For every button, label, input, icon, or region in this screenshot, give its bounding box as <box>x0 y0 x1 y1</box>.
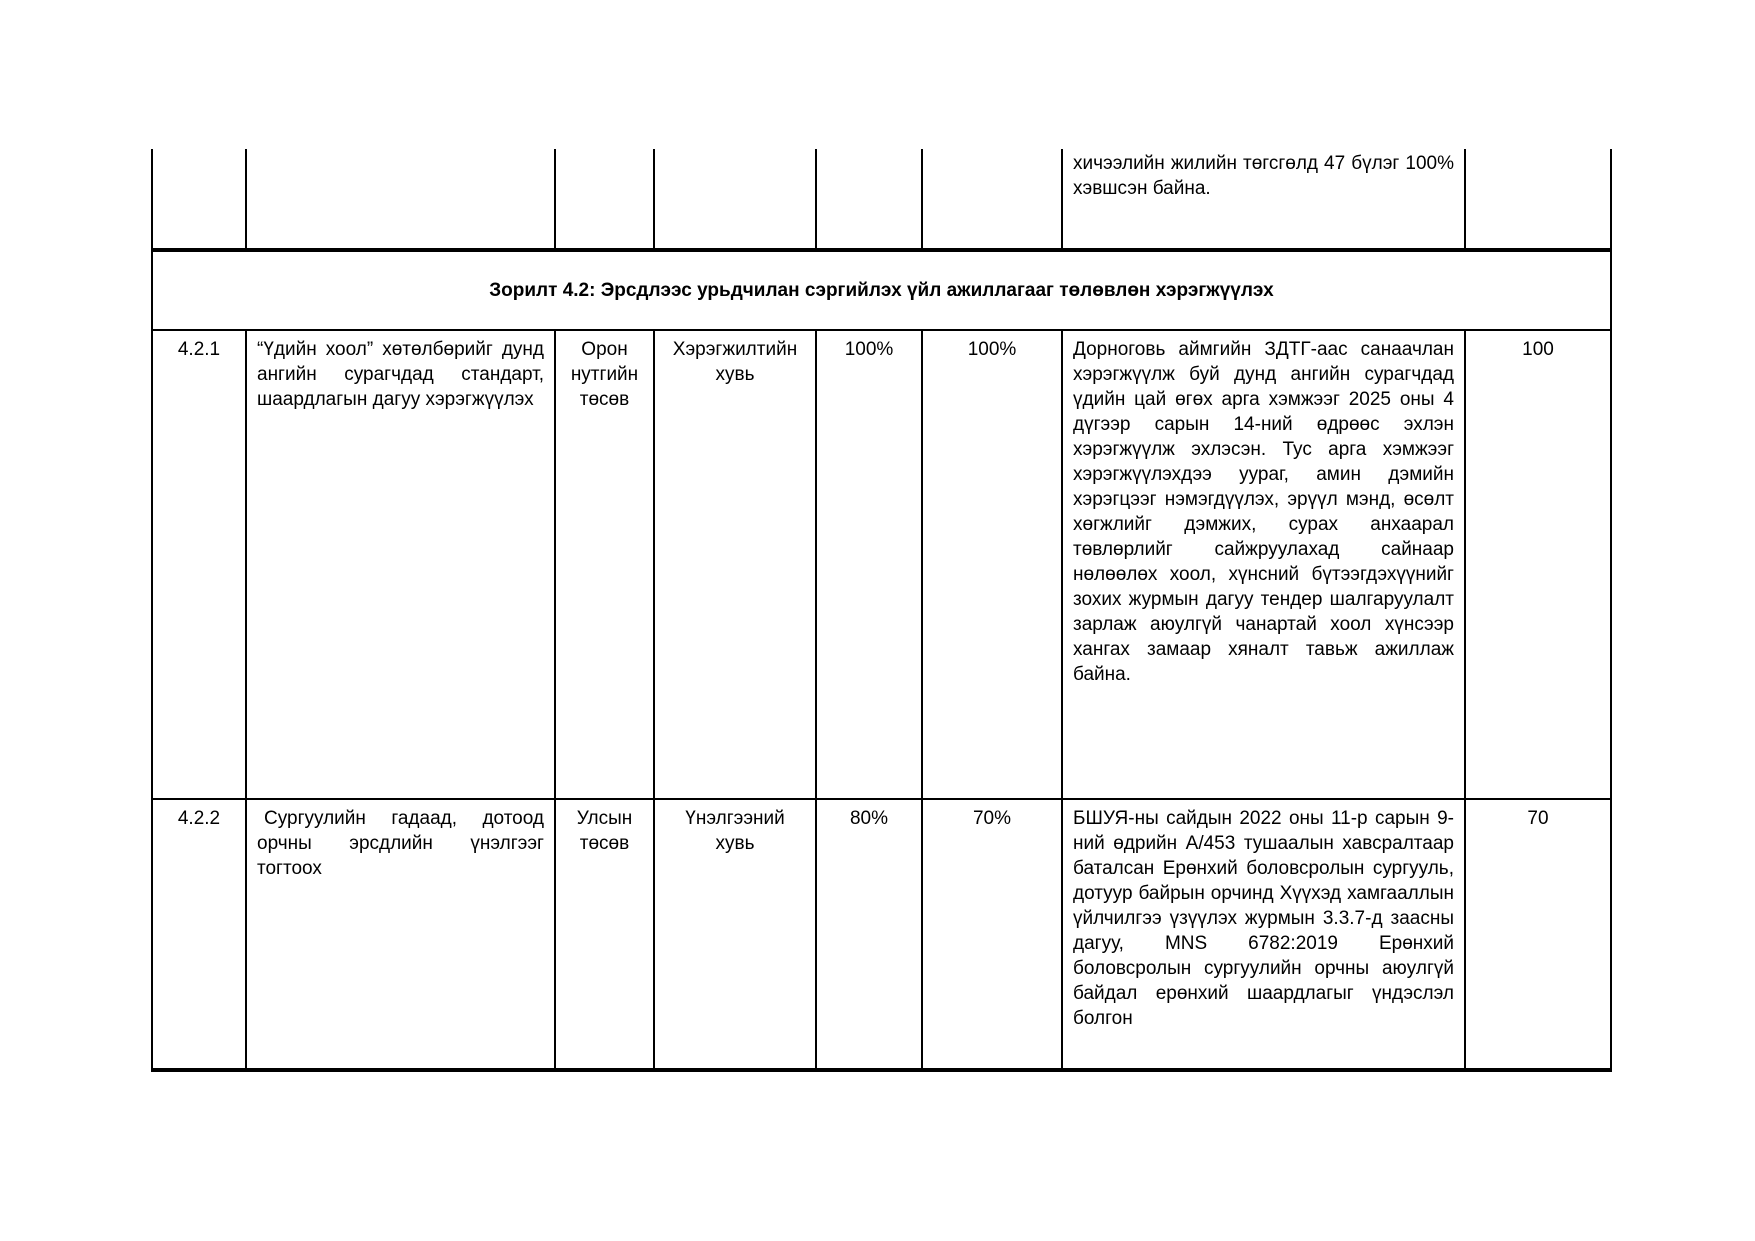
table-row <box>152 330 1611 799</box>
cell-actual-empty <box>922 149 1062 250</box>
cell-actual-percent: 70% <box>922 799 1062 1070</box>
cell-score: 70 <box>1465 799 1611 1070</box>
cell-budget-empty <box>555 149 654 250</box>
cell-target-percent: 100% <box>816 330 922 799</box>
cell-id: 4.2.1 <box>152 330 246 799</box>
cell-result-continuation: хичээлийн жилийн төгсгөлд 47 бүлэг 100% хэвшсэн байна. <box>1062 149 1465 250</box>
cell-activity: Сургуулийн гадаад, дотоод орчны эрсдлийн үнэлгээг тогтоох <box>246 799 555 1070</box>
cell-implementation-detail: Дорноговь аймгийн ЗДТГ-аас санаачлан хэрэгжүүлж буй дунд ангийн сурагчдад үдийн цай өгөх арга хэмжээг 2025 оны 4 дүгээр сарын 14-ний өдрөөс эхлэн хэрэгжүүлж эхлэсэн. Тус арга хэмжээг хэрэгжүүлэхдээ уураг, амин дэмийн хэрэгцээг нэмэгдүүлэх, эрүүл мэнд, өсөлт хөгжлийг дэмжих, сурах анхаарал төвлөрлийг сайжруулахад сайнаар нөлөөлөх хоол, хүнсний бүтээгдэхүүнийг зохих журмын дагуу тендер шалгаруулалт зарлаж аюулгүй чанартай хоол хүнсээр хангах замаар хяналт тавьж ажиллаж байна. <box>1062 330 1465 799</box>
cell-budget-source: Орон нутгийн төсөв <box>555 330 654 799</box>
cell-activity-empty <box>246 149 555 250</box>
cell-id: 4.2.2 <box>152 799 246 1070</box>
cell-implementation-detail: БШУЯ-ны сайдын 2022 оны 11-р сарын 9-ний өдрийн А/453 тушаалын хавсралтаар баталсан Ерөнхий боловсролын сургууль, дотуур байрын орчинд Хүүхэд хамгааллын үйлчилгээ үзүүлэх журмын 3.3.7-д заасны дагуу, MNS 6782:2019 Ерөнхий боловсролын сургуулийн орчны аюулгүй байдал ерөнхий шаардлагыг үндэслэл болгон <box>1062 799 1465 1070</box>
cell-actual-percent: 100% <box>922 330 1062 799</box>
performance-report-table <box>151 149 1612 1072</box>
cell-id-empty <box>152 149 246 250</box>
cell-indicator: Үнэлгээний хувь <box>654 799 816 1070</box>
table-row-continuation <box>152 149 1611 250</box>
cell-target-percent: 80% <box>816 799 922 1070</box>
cell-budget-source: Улсын төсөв <box>555 799 654 1070</box>
table-row-section-header <box>152 250 1611 330</box>
section-header-title: Зорилт 4.2: Эрсдлээс урьдчилан сэргийлэх үйл ажиллагааг төлөвлөн хэрэгжүүлэх <box>152 250 1611 330</box>
cell-score-empty <box>1465 149 1611 250</box>
cell-indicator: Хэрэгжилтийн хувь <box>654 330 816 799</box>
cell-score: 100 <box>1465 330 1611 799</box>
cell-target-empty <box>816 149 922 250</box>
cell-indicator-empty <box>654 149 816 250</box>
cell-activity: “Үдийн хоол” хөтөлбөрийг дунд ангийн сурагчдад стандарт, шаардлагын дагуу хэрэгжүүлэх <box>246 330 555 799</box>
table-row <box>152 799 1611 1070</box>
